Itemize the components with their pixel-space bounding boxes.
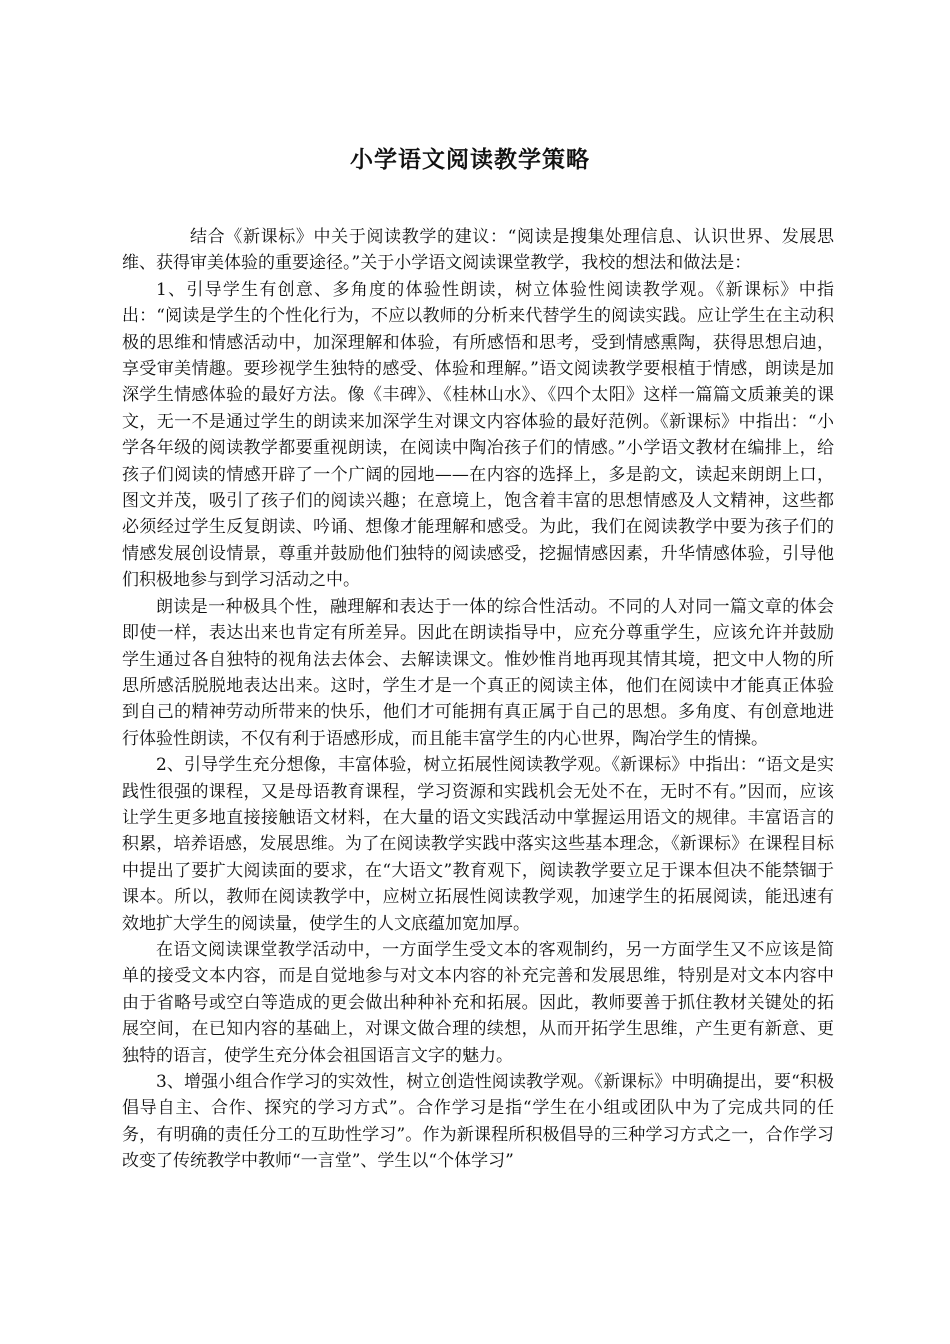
paragraph-section-3: 3、增强小组合作学习的实效性，树立创造性阅读教学观。《新课标》中明确提出，要“积极倡导自主、合作、探究的学习方式”。合作学习是指“学生在小组或团队中为了完成共同的任务，有明确的责任分工的互助性学习”。作为新课程所积极倡导的三种学习方式之一，合作学习改变了传统教学中教师“一言堂”、学生以“个体学习” xyxy=(122,1072,834,1172)
paragraph-classroom-activity: 在语文阅读课堂教学活动中，一方面学生受文本的客观制约，另一方面学生又不应该是简单的接受文本内容，而是自觉地参与对文本内容的补充完善和发展思维，特别是对文本内容中由于省略号或空白等造成的更会做出种种补充和拓展。因此，教师要善于抓住教材关键处的拓展空间，在已知内容的基础上，对课文做合理的续想，从而开拓学生思维，产生更有新意、更独特的语言，使学生充分体会祖国语言文字的魅力。 xyxy=(122,939,834,1066)
paragraph-section-1: 1、引导学生有创意、多角度的体验性朗读，树立体验性阅读教学观。《新课标》中指出：“阅读是学生的个性化行为，不应以教师的分析来代替学生的阅读实践。应让学生在主动积极的思维和情感活动中，加深理解和体验，有所感悟和思考，受到情感熏陶，获得思想启迪，享受审美情趣。要珍视学生独特的感受、体验和理解。”语文阅读教学要根植于情感，朗读是加深学生情感体验的最好方法。像《丰碑》、《桂林山水》、《四个太阳》这样一篇篇文质兼美的课文，无一不是通过学生的朗读来加深学生对课文内容体验的最好范例。《新课标》中指出：“小学各年级的阅读教学都要重视朗读，在阅读中陶冶孩子们的情感。”小学语文教材在编排上，给孩子们阅读的情感开辟了一个广阔的园地——在内容的选择上，多是韵文，读起来朗朗上口，图文并茂，吸引了孩子们的阅读兴趣；在意境上，饱含着丰富的思想情感及人文精神，这些都必须经过学生反复朗读、吟诵、想像才能理解和感受。为此，我们在阅读教学中要为孩子们的情感发展创设情景，尊重并鼓励他们独特的阅读感受，挖掘情感因素，升华情感体验，引导他们积极地参与到学习活动之中。 xyxy=(122,279,834,591)
paragraph-intro: 结合《新课标》中关于阅读教学的建议：“阅读是搜集处理信息、认识世界、发展思维、获得审美体验的重要途径。”关于小学语文阅读课堂教学，我校的想法和做法是： xyxy=(122,227,834,274)
paragraph-section-2: 2、引导学生充分想像，丰富体验，树立拓展性阅读教学观。《新课标》中指出：“语文是实践性很强的课程，又是母语教育课程，学习资源和实践机会无处不在，无时不有。”因而，应该让学生更多地直接接触语文材料，在大量的语文实践活动中掌握运用语文的规律。丰富语言的积累，培养语感，发展思维。为了在阅读教学实践中落实这些基本理念，《新课标》在课程目标中提出了要扩大阅读面的要求，在“大语文”教育观下，阅读教学要立足于课本但决不能禁锢于课本。所以，教师在阅读教学中，应树立拓展性阅读教学观，加速学生的拓展阅读，能迅速有效地扩大学生的阅读量，使学生的人文底蕴加宽加厚。 xyxy=(122,755,834,934)
document-page xyxy=(122,140,834,1175)
paragraph-reading-aloud: 朗读是一种极具个性，融理解和表达于一体的综合性活动。不同的人对同一篇文章的体会即使一样，表达出来也肯定有所差异。因此在朗读指导中，应充分尊重学生，应该允许并鼓励学生通过各自独特的视角法去体会、去解读课文。惟妙惟肖地再现其情其境，把文中人物的所思所感活脱脱地表达出来。这时，学生才是一个真正的阅读主体，他们在阅读中才能真正体验到自己的精神劳动所带来的快乐，他们才可能拥有真正属于自己的思想。多角度、有创意地进行体验性朗读，不仅有利于语感形成，而且能丰富学生的内心世界，陶冶学生的情操。 xyxy=(122,596,834,749)
document-title: 小学语文阅读教学策略 xyxy=(350,146,590,173)
